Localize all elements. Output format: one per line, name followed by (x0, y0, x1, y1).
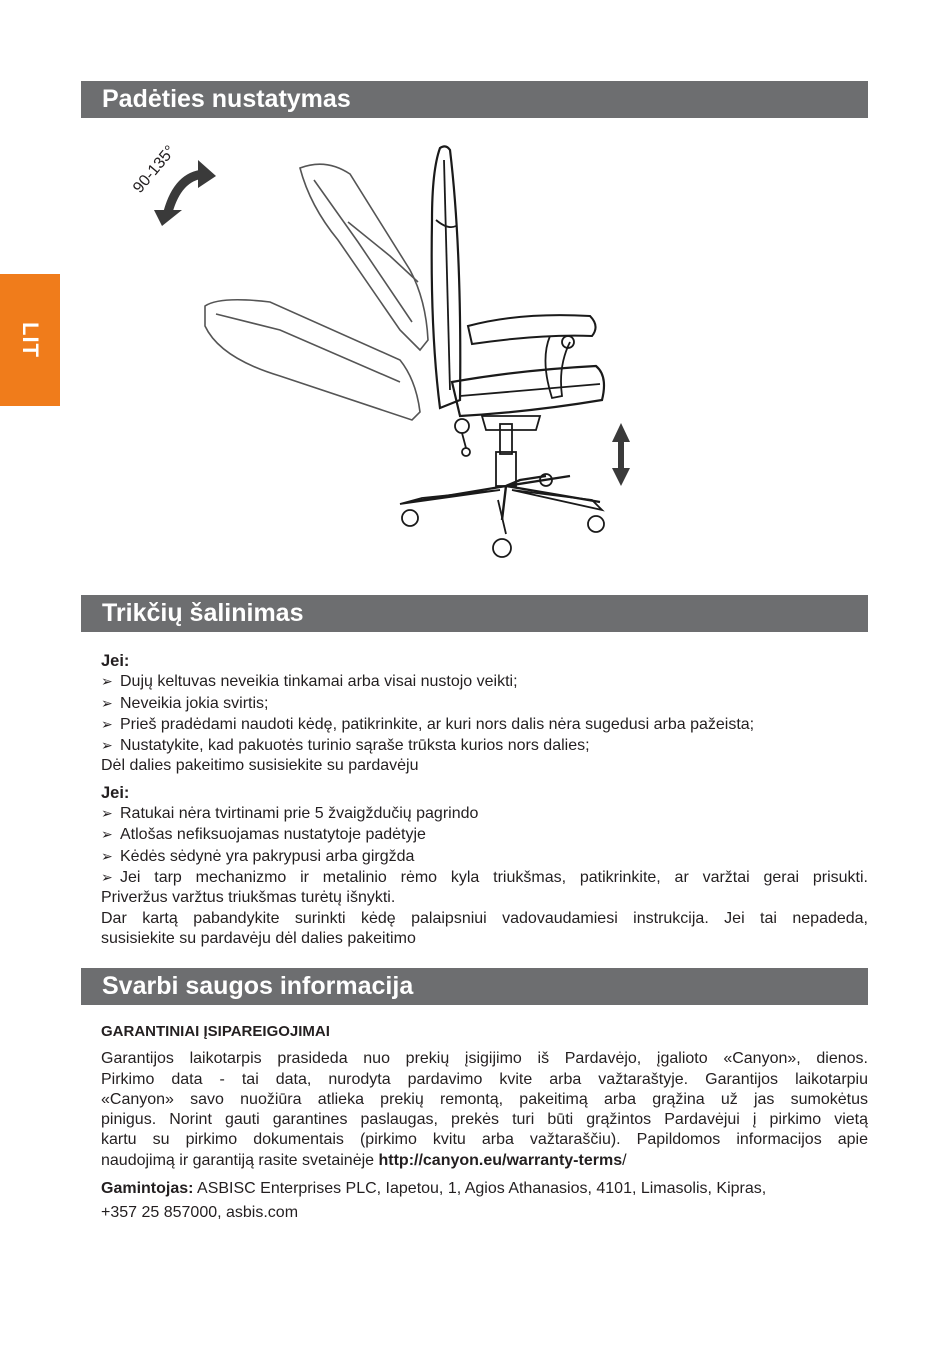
closing-text: Dar kartą pabandykite surinkti kėdę palaipsniui vadovaudamiesi instrukcija. Jei tai nepadeda, (101, 909, 868, 927)
section-title-position: Padėties nustatymas (81, 81, 868, 118)
safety-body (101, 1022, 868, 1225)
list-item: ➢ Atlošas nefiksuojamas nustatytoje padėtyje (101, 826, 426, 844)
arrow-bullet-icon: ➢ (101, 737, 113, 754)
arrow-bullet-icon: ➢ (101, 805, 113, 822)
list-item: ➢ Neveikia jokia svirtis; (101, 694, 269, 712)
arrow-bullet-icon: ➢ (101, 673, 113, 690)
angle-label: 90-135° (130, 142, 180, 197)
list-item: ➢ Kėdės sėdynė yra pakrypusi arba girgžda (101, 847, 415, 865)
warranty-terms-link[interactable]: http://canyon.eu/warranty-terms (378, 1151, 623, 1169)
arrow-bullet-icon: ➢ (101, 694, 113, 711)
troubleshooting-body (101, 651, 868, 949)
warranty-text-line: «Canyon» savo nuožiūra atlieka prekių remontą, pakeitimą arba grąžina už jas sumokėtus (101, 1090, 868, 1108)
warranty-text-line: pinigus. Norint gauti garantines paslaugas, prekės turi būti grąžintos Pardavėjui į pirkimo vietą (101, 1111, 868, 1129)
arrow-bullet-icon: ➢ (101, 868, 113, 885)
list-item: ➢ Prieš pradėdami naudoti kėdę, patikrinkite, ar kuri nors dalis nėra sugedusi arba pažeista; (101, 715, 755, 733)
warranty-text-line: kartu su pirkimo dokumentais (pirkimo kvitu arba važtaraščiu). Papildomos informacijos apie (101, 1131, 868, 1149)
warranty-text-line: naudojimą ir garantiją rasite svetainėje http://canyon.eu/warranty-terms/ (101, 1151, 627, 1169)
list-item: ➢ Nustatykite, kad pakuotės turinio sąraše trūksta kurios nors dalies; (101, 737, 590, 755)
list-item-continuation: Priveržus varžtus triukšmas turėtų išnykti. (101, 889, 396, 907)
condition-heading: Jei: (101, 652, 130, 670)
section-title-safety: Svarbi saugos informacija (81, 968, 868, 1005)
closing-text: susisiekite su pardavėju dėl dalies pakeitimo (101, 929, 416, 947)
section-title-troubleshooting: Trikčių šalinimas (81, 595, 868, 632)
warranty-text-line: Garantijos laikotarpis prasideda nuo prekių įsigijimo iš Pardavėjo, įgalioto «Canyon», dienos. (101, 1050, 868, 1068)
group-footer: Dėl dalies pakeitimo susisiekite su pardavėju (101, 757, 419, 775)
height-adjust-arrow-icon (612, 423, 630, 486)
list-item: ➢ Ratukai nėra tvirtinami prie 5 žvaigždučių pagrindo (101, 805, 479, 823)
warranty-heading: GARANTINIAI ĮSIPAREIGOJIMAI (101, 1023, 330, 1040)
manufacturer-contact: +357 25 857000, asbis.com (101, 1204, 299, 1222)
language-tab-label: LIT (18, 322, 43, 358)
list-item: ➢ Jei tarp mechanizmo ir metalinio rėmo kyla triukšmas, patikrinkite, ar varžtai gerai prisukti. (101, 868, 868, 886)
condition-heading: Jei: (101, 783, 130, 802)
chair-adjustment-illustration (100, 130, 660, 570)
arrow-bullet-icon: ➢ (101, 847, 113, 864)
manufacturer-label: Gamintojas: (101, 1180, 194, 1198)
list-item: ➢ Dujų keltuvas neveikia tinkamai arba visai nustojo veikti; (101, 673, 518, 691)
reclined-backrest-outlines (205, 164, 428, 420)
manufacturer-info (101, 1177, 868, 1225)
arrow-bullet-icon: ➢ (101, 715, 113, 732)
warranty-text-line: Pirkimo data - tai data, nurodyta pardavimo kvite arba važtaraštyje. Garantijos laikotarpiu (101, 1070, 868, 1088)
chair-drawing (400, 146, 604, 557)
manufacturer-address: ASBISC Enterprises PLC, Iapetou, 1, Agios Athanasios, 4101, Limasolis, Kipras, (193, 1180, 767, 1198)
arrow-bullet-icon: ➢ (101, 826, 113, 843)
language-tab (0, 274, 60, 406)
